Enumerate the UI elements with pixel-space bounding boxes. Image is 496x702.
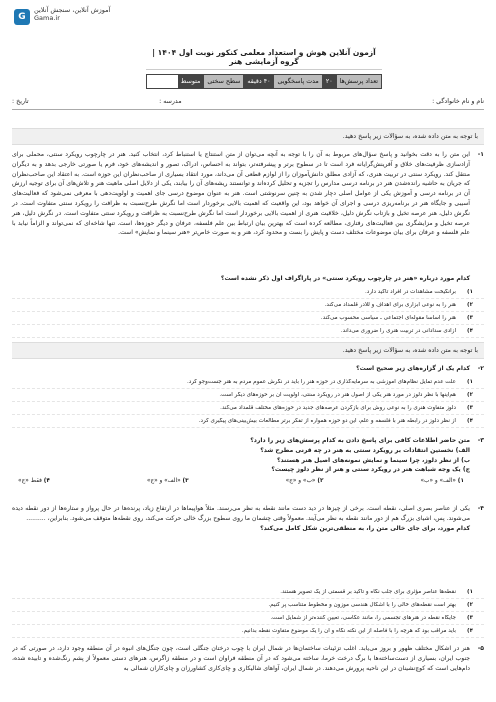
question-4-options xyxy=(12,586,484,638)
option[interactable]: ۳) هنر را اساساً مقوله‌ای اجتماعی ـ سیاسی محسوب می‌کند. xyxy=(12,312,484,325)
option[interactable]: ۴) باید مراقب بود که هرچه را با فاصله از این نکته نگاه و آن را یک موضوع متفاوت نقطه بدانیم. xyxy=(12,625,484,638)
option[interactable]: ۳) دلوز متفاوت هنری را به نوعی روش برای بازکردن عرصه‌های جدید در حوزه‌های مختلف قلمداد می‌کند. xyxy=(12,402,484,415)
option[interactable]: ۳) جایگاه نقطه در هنرهای تجسمی را، مانند عکاسی، تعیین کننده‌تر از شمایل است. xyxy=(12,612,484,625)
option[interactable]: ۴) فقط «ج» xyxy=(18,478,50,484)
option[interactable]: ۲) «ب» و «ج» xyxy=(285,478,324,484)
meta-cell: ۴۰ دقیقه xyxy=(243,75,273,88)
question-number: ۳- xyxy=(477,437,484,444)
option[interactable]: ۴) از نظر دلوز در رابطه هنر با فلسفه و علم، این دو حوزه همواره از تفکر برتر مطالعات بیش‌بینی‌های پیگیری کرد. xyxy=(12,415,484,428)
meta-cell: مدت پاسخگویی xyxy=(273,75,321,88)
question-text: کدام مورد درباره «هنر در چارچوب رویکرد سنتی» در پاراگراف اول ذکر نشده است؟ xyxy=(220,275,470,282)
question-3 xyxy=(12,436,484,475)
question-5 xyxy=(12,644,484,696)
gama-logo-icon: G xyxy=(14,9,30,25)
question-number: ۴- xyxy=(477,505,484,512)
question-passage: هنر در اشکال مختلف ظهور و بروز می‌یابد. اغلب تزئینات ساختمان‌ها در شمال ایران با چوب درختان جنگلی است، چون جنگل‌های انبوه در آن منطقه وجود دارد، در صورتی که در جنوب ایران، بسیاری از دست‌ساخته‌ها با برگ درخت خرما، ساخته می‌شود که در آن منطقه فراوان است و در منطقه زاگرس، هنرهای دستی معمولاً از پشم رنگ‌شده و تابیده شده، دام‌هایی است که کوچ‌نشینان در این ناحیه پرورش می‌دهند. در شمال ایران، آواهای شالیکاری و چای‌کاری کشاورزان و چای‌کاران شمالی به xyxy=(12,645,470,672)
option[interactable]: ۳) «الف» و «ج» xyxy=(146,478,189,484)
school-label: مدرسه : xyxy=(159,98,182,105)
option[interactable]: ۲) هنر را به نوعی ابزاری برای اهداف و للادر قلمداد می‌کند. xyxy=(12,299,484,312)
option[interactable]: ۴) آزادی سدادانی در تربیت هنری را ضروری می‌داند. xyxy=(12,325,484,338)
question-number: ۲- xyxy=(477,365,484,372)
question-2 xyxy=(12,364,484,374)
name-label: نام و نام خانوادگی : xyxy=(432,98,484,105)
exam-header xyxy=(146,48,382,89)
option[interactable]: ۱) «الف» و «ب» xyxy=(420,478,464,484)
question-passage: یکی از عناصر بصری اصلی، نقطه است. برخی از چیزها در دید دست مانند نقطه به نظر می‌رسند. مثلاً هواپیماها در ارتفاع زیاد، پرنده‌ها در حال پرواز و ستاره‌ها از دور نقطه دیده می‌شوند. پس، اشیای بزرگ هم از دور مانند نقطه به نظر می‌آیند. معمولاً وقتی چشمان ما روی سطوح بزرگ خالی حرکت می‌کند، روی نقطه‌ها متوقف می‌شود. بنابراین، .......... xyxy=(12,505,470,522)
instruction: با توجه به متن داده شده، به سؤالات زیر پاسخ دهید. xyxy=(12,342,484,359)
brand xyxy=(14,6,110,25)
question-1 xyxy=(12,150,484,238)
option[interactable]: ۱) برانگیخت مشاهدات در افراد تأکید دارد. xyxy=(12,286,484,299)
question-number: ۱- xyxy=(477,151,484,158)
question-item: ب) از نظر دلوز، چرا سینما و نمایش نمونه‌های اصیل هنر هستند؟ xyxy=(276,456,470,464)
exam-meta xyxy=(146,74,382,89)
meta-cell: ۲۰ xyxy=(322,75,336,88)
option[interactable]: ۲) بهتر است نقطه‌های خالی را با اشکال هندسی موزون و مخطوط متناسب پر کنیم. xyxy=(12,599,484,612)
question-item: الف) نخستین انتقادات بر رویکرد سنتی به هنر در چه قرنی مطرح شد؟ xyxy=(260,446,470,454)
meta-cell: متوسط xyxy=(178,75,204,88)
question-item: ج) یک وجه شباهت هنر در رویکرد سنتی و هنر از نظر دلوز چیست؟ xyxy=(271,466,470,474)
question-1-options xyxy=(12,286,484,338)
question-text: متن حاضر اطلاعات کافی برای پاسخ دادن به کدام پرسش‌های زیر را دارد؟ xyxy=(250,437,470,444)
meta-cell: تعداد پرسش‌ها xyxy=(336,75,381,88)
option[interactable]: ۲) هم‌اینها با نظر دلوز در مورد هنر یکی از اصول هنر در رویکرد سنتی، اولویت آن بر حوزه‌های دیگر است. xyxy=(12,389,484,402)
student-info xyxy=(12,98,484,110)
question-1-prompt xyxy=(12,274,484,284)
question-text: کدام یک از گزاره‌های زیر صحیح است؟ xyxy=(356,365,470,372)
brand-site: Gama.ir xyxy=(34,14,60,22)
date-label: تاریخ : xyxy=(12,98,29,105)
question-3-options xyxy=(12,478,484,484)
question-4 xyxy=(12,504,484,533)
exam-title: آزمون آنلاین هوش و استعداد معلمی کنکور نوبت اول ۱۴۰۴ | گروه آزمایشی هنر xyxy=(146,48,382,70)
brand-name: آموزش آنلاین، سنجش آنلاین xyxy=(34,6,111,14)
instruction: با توجه به متن داده شده، به سؤالات زیر پاسخ دهید. xyxy=(12,128,484,145)
meta-cell: سطح سختی xyxy=(203,75,243,88)
option[interactable]: ۱) نقطه‌ها عناصر مؤثری برای جلب نگاه و تأکید بر قسمتی از یک تصویر هستند. xyxy=(12,586,484,599)
question-passage: این متن را به دقت بخوانید و پاسخ سؤال‌های مربوط به آن را با توجه به آنچه می‌توان از متن استنتاج یا استنباط کرد، انتخاب کنید. هنر در چارچوب رویکرد سنتی، محملی برای آزادسازی ظرفیت‌های خلاق و آفرینش‌گرایانه فرد است تا در سطوح برتر و پیشرفته‌تر، بتواند به احساس، ادراک، تصور و اندیشه‌های خود، فرم یا صورتی خارجی بدهد و به دیگران منتقل کند. رویکرد سنتی در تربیت هنری، که آزادی مطلق دانش‌آموزان را از لوازم قطعی آن می‌داند، مورد انتقاد بسیاری از صاحب‌نظران این حوزه است. به اعتقاد این صاحب‌نظران که جریان به حاشیه رانده‌شدن هنر در برنامه درسی مدارس را تجزیه و تحلیل کرده‌اند و توانستند ریشه‌های آن را بیابند، یکی از دلایل اصلی ماهیت هنر و تلاش‌های آن برای توجیه ارزش آن در برنامه درسی و آموزش یکی از عوامل اصلی دچار شدن به چنین سرنوشتی است. هنر به عنوان موضوع درسی جای اهمیت و اولویت‌دهی با معرفی نمی‌شود که فعالیت‌های آسیبی و جایگاه هنر در برنامه‌ریزی درسی و اجرای آن خواهد بود، این واقعیت که اهمیت بالایی برخوردار است اما نگرش طرح‌نسبت به ظرافت را رویکرد سنتی متفاوت است. در نگرش دلیل، هنر عرصه تخیل و بازتاب نگرش دلیل، خلاقیت هنری از اهمیت بالایی برخوردار است اما نگرش طرح‌نسبت به ظرافت و رویکرد سنتی متفاوت است. در نگرش دلیل، هنر عرصه تخیل و مزایشگری بین فعالیت‌های رفتاری، مطالعه کرده است که بهترین بیان ارتباط بین علم فلسفه، عرفان و دیگر حوزه‌ها، است. تنها شاخه‌ای که نمی‌تواند و الزاماً نیابد با علم فلسفه و عرفان برای بیان موضوعات مختلف دست و پایش را بست و محدود کرد، هنر و به صورت خاص‌تر «هنر سینما و نمایش» است. xyxy=(12,151,470,237)
option[interactable]: ۱) علت عدم تمایل نظام‌های آموزشی به سرمایه‌گذاری در حوزه هنر را باید در نگرش عموم مردم به هنر جست‌وجو کرد. xyxy=(12,376,484,389)
question-number: ۵- xyxy=(477,645,484,652)
question-2-options xyxy=(12,376,484,428)
question-text: کدام مورد، برای جای خالی متن را، به منطقی‌ترین شکل کامل می‌کند؟ xyxy=(260,524,470,532)
